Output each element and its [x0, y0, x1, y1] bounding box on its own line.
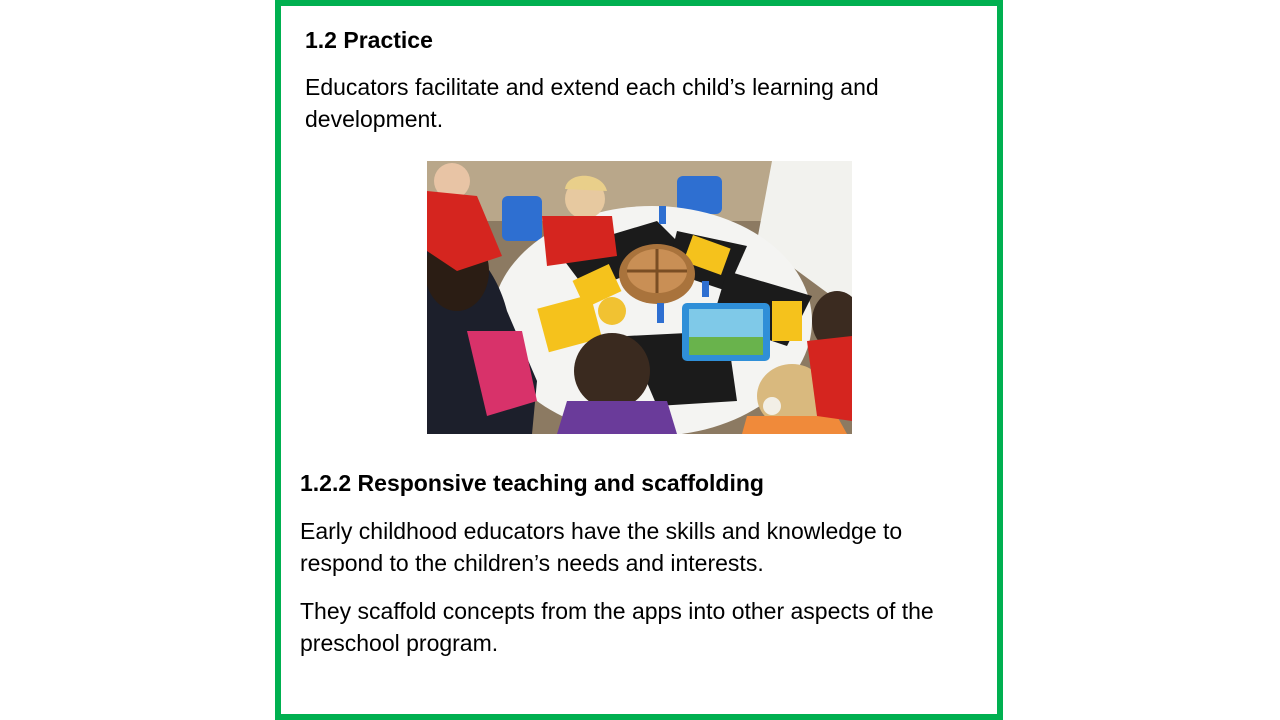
classroom-photo: [427, 161, 852, 434]
section-paragraph: They scaffold concepts from the apps into other aspects of the preschool program.: [300, 598, 934, 656]
section-paragraph: Educators facilitate and extend each child’s learning and development.: [305, 74, 879, 132]
section-responsive-teaching: [300, 467, 977, 659]
section-heading: 1.2.2 Responsive teaching and scaffolding: [300, 470, 764, 496]
slide-frame: [275, 0, 1003, 720]
classroom-photo-icon: [427, 161, 852, 434]
section-heading: 1.2 Practice: [305, 27, 433, 53]
section-practice: [305, 24, 977, 135]
section-paragraph: Early childhood educators have the skills and knowledge to respond to the children’s needs and interests.: [300, 518, 903, 576]
